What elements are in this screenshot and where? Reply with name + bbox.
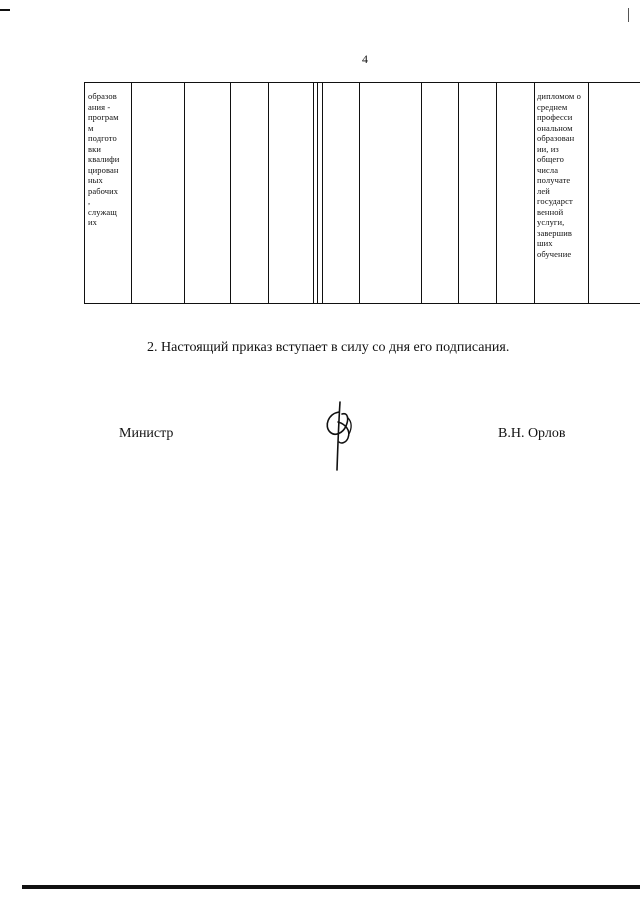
table-column-divider [230, 83, 231, 303]
signatory-name: В.Н. Орлов [498, 426, 566, 441]
table-column-divider [322, 83, 323, 303]
data-table [84, 82, 640, 304]
page-number: 4 [362, 52, 368, 66]
table-column-divider [534, 83, 535, 303]
table-column-divider [359, 83, 360, 303]
scan-bottom-border [22, 885, 640, 889]
scan-edge-mark [628, 8, 629, 22]
table-column-divider [184, 83, 185, 303]
order-paragraph: 2. Настоящий приказ вступает в силу со дня его подписания. [147, 340, 510, 355]
table-cell-program-type: образов ания - програм м подгото вки квалифи цирован ных рабочих , служащ их [88, 91, 120, 227]
scan-margin-mark [0, 9, 10, 11]
handwritten-signature [318, 400, 362, 472]
table-column-divider [268, 83, 269, 303]
table-column-divider [313, 83, 314, 303]
table-column-divider [317, 83, 318, 303]
table-column-divider [496, 83, 497, 303]
signatory-title: Министр [119, 426, 174, 441]
table-cell-recipients-note: дипломом о среднем професси ональном образован ии, из общего числа получате лей государст венной услуги, завершив ших обучение [537, 91, 581, 259]
table-column-divider [84, 83, 85, 303]
table-column-divider [458, 83, 459, 303]
table-column-divider [421, 83, 422, 303]
